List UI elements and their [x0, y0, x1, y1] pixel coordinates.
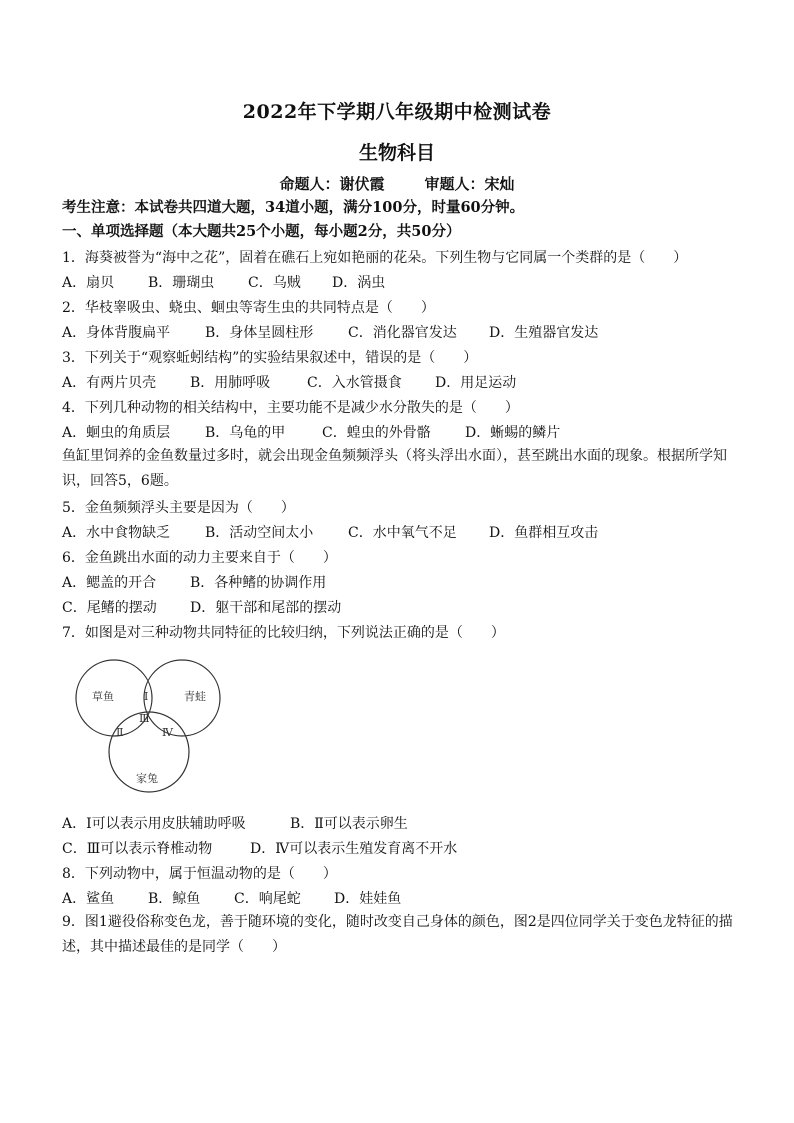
option: B．身体呈圆柱形 — [205, 325, 314, 341]
option: C．乌贼 — [248, 275, 301, 291]
option: D．用足运动 — [435, 375, 517, 391]
option: C．水中氧气不足 — [348, 525, 457, 541]
option: B．珊瑚虫 — [148, 275, 215, 291]
option: A．有两片贝壳 — [62, 375, 157, 391]
venn-region-4: Ⅳ — [162, 726, 173, 739]
option: A．蛔虫的角质层 — [62, 425, 171, 441]
venn-diagram — [72, 656, 222, 796]
option: A．鲨鱼 — [62, 891, 115, 907]
option: C．尾鳍的摆动 — [62, 600, 157, 616]
venn-label-b: 青蛙 — [184, 690, 206, 703]
option: A．身体背腹扁平 — [62, 325, 171, 341]
section-heading: 一、单项选择题（本大题共25个小题，每小题2分，共50分） — [62, 223, 461, 240]
option: A．鳃盖的开合 — [62, 575, 157, 591]
option: B．乌龟的甲 — [205, 425, 286, 441]
option-row — [62, 373, 762, 393]
question-stem: 2．华枝睾吸虫、蛲虫、蛔虫等寄生虫的共同特点是（ ） — [62, 300, 435, 316]
question-stem: 9．图1避役俗称变色龙，善于随环境的变化，随时改变自己身体的颜色，图2是四位同学关于变色龙特征的描述，其中描述最佳的是同学（ ） — [62, 914, 733, 955]
option-row — [62, 839, 762, 859]
option: D．鱼群相互攻击 — [489, 525, 599, 541]
venn-label-a: 草鱼 — [92, 690, 114, 703]
option: C．消化器官发达 — [348, 325, 457, 341]
option-row — [62, 814, 762, 834]
venn-label-c: 家兔 — [136, 772, 158, 785]
venn-region-1: Ⅰ — [144, 690, 149, 703]
question-stem: 4．下列几种动物的相关结构中，主要功能不是减少水分散失的是（ ） — [62, 400, 519, 416]
option-row — [62, 598, 762, 618]
option-row — [62, 323, 762, 343]
option: C．Ⅲ可以表示脊椎动物 — [62, 841, 213, 857]
option: A．扇贝 — [62, 275, 115, 291]
author-line — [0, 173, 794, 194]
option: D．躯干部和尾部的摆动 — [190, 600, 342, 616]
question-stem: 7．如图是对三种动物共同特征的比较归纳，下列说法正确的是（ ） — [62, 625, 505, 641]
option: A．水中食物缺乏 — [62, 525, 171, 541]
option: C．响尾蛇 — [234, 891, 301, 907]
option: D．蜥蜴的鳞片 — [465, 425, 561, 441]
option-row — [62, 423, 762, 443]
option: D．涡虫 — [332, 275, 386, 291]
reviewer: 审题人：宋灿 — [424, 175, 515, 193]
option: B．鲸鱼 — [148, 891, 201, 907]
venn-region-2: Ⅱ — [116, 726, 124, 739]
option: B．活动空间太小 — [205, 525, 314, 541]
option: B．用肺呼吸 — [190, 375, 271, 391]
option-row — [62, 273, 762, 293]
question-stem: 6．金鱼跳出水面的动力主要来自于（ ） — [62, 550, 337, 566]
option: A．Ⅰ可以表示用皮肤辅助呼吸 — [62, 816, 246, 832]
option: C．入水管摄食 — [307, 375, 402, 391]
option: D．生殖器官发达 — [489, 325, 599, 341]
question-stem: 1．海葵被誉为“海中之花”，固着在礁石上宛如艳丽的花朵。下列生物与它同属一个类群的是（ ） — [62, 250, 688, 266]
question-stem: 5．金鱼频频浮头主要是因为（ ） — [62, 500, 295, 516]
reading-passage: 鱼缸里饲养的金鱼数量过多时，就会出现金鱼频频浮头（将头浮出水面），甚至跳出水面的现象。根据所学知识，回答5，6题。 — [62, 448, 727, 489]
subject-title: 生物科目 — [358, 142, 435, 164]
option: B．各种鳍的协调作用 — [190, 575, 327, 591]
author: 命题人：谢伏霞 — [279, 175, 385, 193]
question-stem: 8．下列动物中，属于恒温动物的是（ ） — [62, 866, 337, 882]
option-row — [62, 573, 762, 593]
option-row — [62, 889, 762, 909]
option: D．Ⅳ可以表示生殖发育离不开水 — [250, 841, 458, 857]
exam-notice: 考生注意：本试卷共四道大题，34道小题，满分100分，时量60分钟。 — [62, 199, 525, 216]
question-stem: 3．下列关于“观察蚯蚓结构”的实验结果叙述中，错误的是（ ） — [62, 350, 478, 366]
option-row — [62, 523, 762, 543]
venn-circle-b — [144, 660, 220, 736]
venn-region-3: Ⅲ — [139, 712, 150, 725]
option: D．娃娃鱼 — [334, 891, 402, 907]
exam-title: 2022年下学期八年级期中检测试卷 — [242, 101, 552, 123]
option: B．Ⅱ可以表示卵生 — [290, 816, 408, 832]
option: C．蝗虫的外骨骼 — [322, 425, 431, 441]
